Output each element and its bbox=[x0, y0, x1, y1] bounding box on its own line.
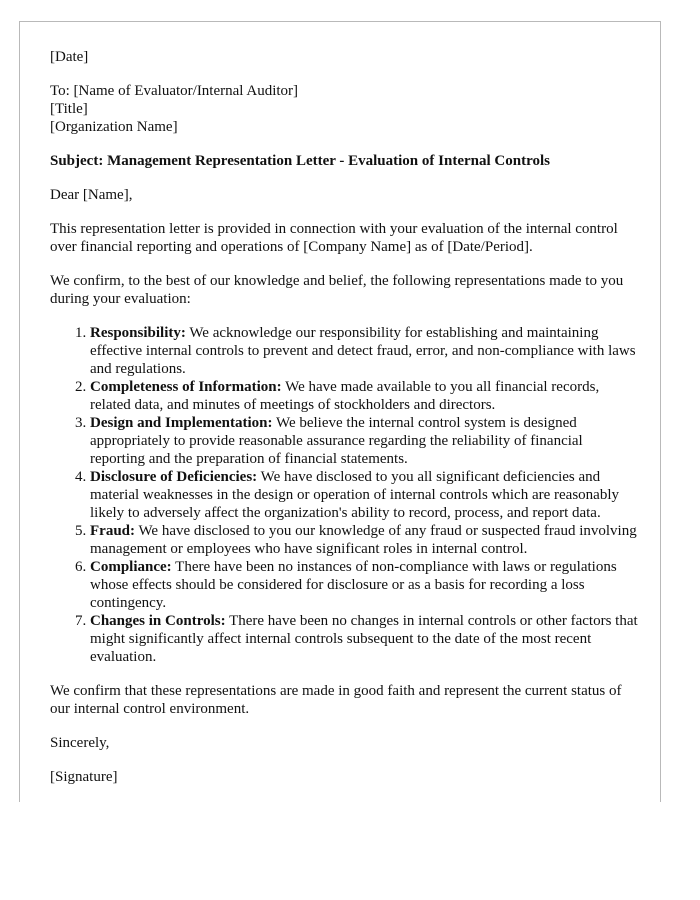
list-item bbox=[90, 378, 640, 414]
representation-text: We acknowledge our responsibility for establishing and maintaining effective internal controls to prevent and detect fraud, error, and non-compliance with laws and regulations. bbox=[90, 325, 636, 377]
letter-body bbox=[50, 48, 640, 786]
list-item bbox=[90, 414, 640, 468]
representation-text: We believe the internal control system is designed appropriately to provide reasonable assurance regarding the reliability of financial reporting and the preparation of financial statements. bbox=[90, 415, 583, 467]
signature-placeholder: [Signature] bbox=[50, 769, 118, 785]
list-item bbox=[90, 522, 640, 558]
letter-intro: This representation letter is provided in connection with your evaluation of the internal control over financial reporting and operations of [Company Name] as of [Date/Period]. bbox=[50, 221, 618, 255]
recipient-block bbox=[50, 82, 640, 136]
list-item bbox=[90, 468, 640, 522]
list-item bbox=[90, 612, 640, 666]
representation-term: Disclosure of Deficiencies: bbox=[90, 469, 258, 485]
recipient-to: To: [Name of Evaluator/Internal Auditor] bbox=[50, 83, 299, 99]
representation-text: We have disclosed to you all significant deficiencies and material weaknesses in the design or operation of internal controls which are reasonably likely to adversely affect the organization's ability to record, process, and report data. bbox=[90, 469, 619, 521]
representation-term: Fraud: bbox=[90, 523, 135, 539]
list-item bbox=[90, 324, 640, 378]
letter-page bbox=[19, 21, 661, 802]
representation-term: Changes in Controls: bbox=[90, 613, 226, 629]
sign-off: Sincerely, bbox=[50, 735, 110, 751]
representation-term: Responsibility: bbox=[90, 325, 186, 341]
letter-subject: Subject: Management Representation Letter - Evaluation of Internal Controls bbox=[50, 153, 550, 169]
list-item bbox=[90, 558, 640, 612]
closing-statement: We confirm that these representations are made in good faith and represent the current status of our internal control environment. bbox=[50, 683, 622, 717]
representation-text: We have disclosed to you our knowledge of any fraud or suspected fraud involving management or employees who have significant roles in internal control. bbox=[90, 523, 637, 557]
recipient-organization: [Organization Name] bbox=[50, 119, 178, 135]
representations-list bbox=[50, 324, 640, 666]
confirm-intro: We confirm, to the best of our knowledge and belief, the following representations made to you during your evaluation: bbox=[50, 273, 624, 307]
representation-term: Design and Implementation: bbox=[90, 415, 273, 431]
representation-text: There have been no changes in internal controls or other factors that might significantly affect internal controls subsequent to the date of the most recent evaluation. bbox=[90, 613, 638, 665]
recipient-title: [Title] bbox=[50, 101, 88, 117]
letter-date: [Date] bbox=[50, 49, 89, 65]
letter-salutation: Dear [Name], bbox=[50, 187, 133, 203]
representation-term: Compliance: bbox=[90, 559, 172, 575]
representation-text: We have made available to you all financial records, related data, and minutes of meetings of stockholders and directors. bbox=[90, 379, 600, 413]
representation-text: There have been no instances of non-compliance with laws or regulations whose effects should be considered for disclosure or as a basis for recording a loss contingency. bbox=[90, 559, 617, 611]
representation-term: Completeness of Information: bbox=[90, 379, 282, 395]
